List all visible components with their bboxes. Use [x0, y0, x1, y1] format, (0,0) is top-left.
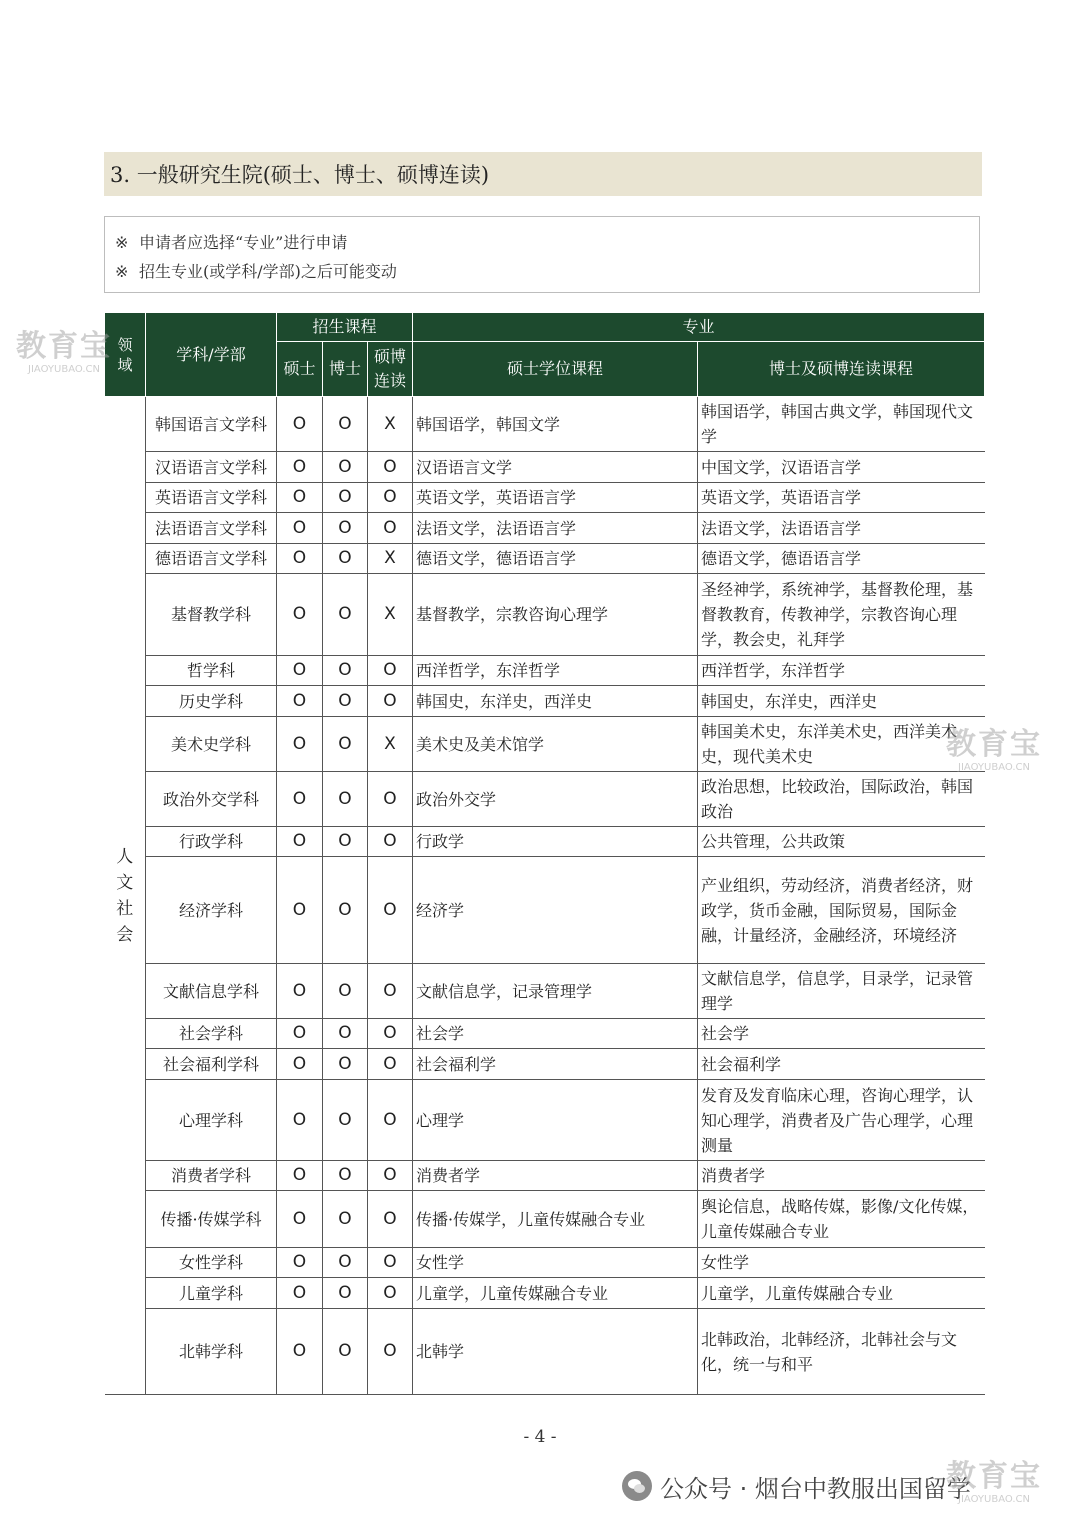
- header-majors: 专业: [413, 313, 985, 342]
- master-mark: O: [277, 827, 323, 857]
- doctor-major-cell: 舆论信息，战略传媒，影像/文化传媒，儿童传媒融合专业: [698, 1191, 985, 1248]
- combined-mark: O: [368, 827, 413, 857]
- subject-cell: 社会福利学科: [146, 1049, 277, 1080]
- subject-cell: 经济学科: [146, 857, 277, 964]
- master-mark: O: [277, 686, 323, 717]
- doctor-major-cell: 韩国史，东洋史，西洋史: [698, 686, 985, 717]
- doctor-mark: O: [323, 827, 368, 857]
- domain-cell: 人 文 社 会: [105, 397, 146, 1395]
- master-major-cell: 法语文学，法语语言学: [413, 513, 698, 544]
- doctor-mark: O: [323, 686, 368, 717]
- combined-mark: X: [368, 574, 413, 656]
- note-text: 招生专业(或学科/学部)之后可能变动: [139, 262, 397, 281]
- combined-mark: O: [368, 772, 413, 827]
- subject-cell: 儿童学科: [146, 1278, 277, 1309]
- doctor-major-cell: 法语文学，法语语言学: [698, 513, 985, 544]
- subject-cell: 文献信息学科: [146, 964, 277, 1019]
- header-doctor: 博士: [323, 342, 368, 397]
- header-doctor-major: 博士及硕博连读课程: [698, 342, 985, 397]
- combined-mark: O: [368, 513, 413, 544]
- header-master: 硕士: [277, 342, 323, 397]
- combined-mark: O: [368, 686, 413, 717]
- master-mark: O: [277, 656, 323, 686]
- combined-mark: O: [368, 452, 413, 483]
- master-major-cell: 社会福利学: [413, 1049, 698, 1080]
- watermark-url: JIAOYUBAO.CN: [958, 762, 1030, 773]
- table-row: [105, 964, 985, 1019]
- doctor-mark: O: [323, 574, 368, 656]
- subject-cell: 政治外交学科: [146, 772, 277, 827]
- subject-cell: 美术史学科: [146, 717, 277, 772]
- master-mark: O: [277, 1278, 323, 1309]
- doctor-major-cell: 西洋哲学，东洋哲学: [698, 656, 985, 686]
- master-major-cell: 儿童学，儿童传媒融合专业: [413, 1278, 698, 1309]
- master-mark: O: [277, 1049, 323, 1080]
- table-row: [105, 397, 985, 452]
- combined-mark: O: [368, 1278, 413, 1309]
- subject-cell: 女性学科: [146, 1248, 277, 1278]
- header-subject: 学科/学部: [146, 313, 277, 397]
- doctor-mark: O: [323, 452, 368, 483]
- master-mark: O: [277, 1309, 323, 1395]
- table-row: [105, 857, 985, 964]
- master-mark: O: [277, 857, 323, 964]
- table-row: [105, 772, 985, 827]
- note-text: 申请者应选择“专业”进行申请: [139, 233, 348, 252]
- combined-mark: O: [368, 656, 413, 686]
- doctor-mark: O: [323, 397, 368, 452]
- doctor-major-cell: 产业组织，劳动经济，消费者经济，财政学，货币金融，国际贸易，国际金融，计量经济，金融经济，环境经济: [698, 857, 985, 964]
- master-major-cell: 消费者学: [413, 1161, 698, 1191]
- doctor-mark: O: [323, 1019, 368, 1049]
- table-row: [105, 1049, 985, 1080]
- subject-cell: 北韩学科: [146, 1309, 277, 1395]
- doctor-mark: O: [323, 857, 368, 964]
- table-row: [105, 827, 985, 857]
- master-major-cell: 文献信息学，记录管理学: [413, 964, 698, 1019]
- table-row: [105, 717, 985, 772]
- subject-cell: 韩国语言文学科: [146, 397, 277, 452]
- doctor-major-cell: 韩国语学，韩国古典文学，韩国现代文学: [698, 397, 985, 452]
- wechat-icon: [622, 1471, 652, 1501]
- doctor-mark: O: [323, 1309, 368, 1395]
- watermark-logo: 教育宝: [16, 329, 112, 364]
- table-row: [105, 483, 985, 513]
- note-line: [115, 257, 979, 286]
- header-domain: 领域: [105, 313, 146, 397]
- table-row: [105, 574, 985, 656]
- subject-cell: 法语语言文学科: [146, 513, 277, 544]
- master-major-cell: 行政学: [413, 827, 698, 857]
- subject-cell: 行政学科: [146, 827, 277, 857]
- doctor-mark: O: [323, 1080, 368, 1161]
- combined-mark: X: [368, 397, 413, 452]
- watermark-logo: 教育宝: [946, 727, 1042, 762]
- watermark-logo: 教育宝: [946, 1459, 1042, 1494]
- table-row: [105, 656, 985, 686]
- master-major-cell: 韩国语学，韩国文学: [413, 397, 698, 452]
- note-line: [115, 228, 979, 257]
- majors-table: [104, 312, 985, 1395]
- table-row: [105, 1191, 985, 1248]
- master-mark: O: [277, 1161, 323, 1191]
- subject-cell: 德语语言文学科: [146, 544, 277, 574]
- subject-cell: 英语语言文学科: [146, 483, 277, 513]
- master-major-cell: 西洋哲学，东洋哲学: [413, 656, 698, 686]
- table-row: [105, 1019, 985, 1049]
- subject-cell: 历史学科: [146, 686, 277, 717]
- master-mark: O: [277, 1248, 323, 1278]
- master-mark: O: [277, 1019, 323, 1049]
- table-row: [105, 1161, 985, 1191]
- watermark-url: JIAOYUBAO.CN: [28, 364, 100, 375]
- master-mark: O: [277, 964, 323, 1019]
- master-major-cell: 汉语语言文学: [413, 452, 698, 483]
- master-mark: O: [277, 574, 323, 656]
- combined-mark: O: [368, 1309, 413, 1395]
- subject-cell: 消费者学科: [146, 1161, 277, 1191]
- doctor-mark: O: [323, 717, 368, 772]
- doctor-major-cell: 圣经神学，系统神学，基督教伦理，基督教教育，传教神学，宗教咨询心理学，教会史，礼拜学: [698, 574, 985, 656]
- combined-mark: O: [368, 1161, 413, 1191]
- combined-mark: O: [368, 483, 413, 513]
- doctor-mark: O: [323, 772, 368, 827]
- table-row: [105, 513, 985, 544]
- combined-mark: O: [368, 1019, 413, 1049]
- doctor-major-cell: 社会学: [698, 1019, 985, 1049]
- note-mark: ※: [115, 233, 129, 252]
- page-number: - 4 -: [523, 1427, 557, 1447]
- combined-mark: O: [368, 1049, 413, 1080]
- master-mark: O: [277, 772, 323, 827]
- doctor-mark: O: [323, 1161, 368, 1191]
- master-mark: O: [277, 1191, 323, 1248]
- table-row: [105, 544, 985, 574]
- master-major-cell: 英语文学，英语语言学: [413, 483, 698, 513]
- header-courses: 招生课程: [277, 313, 413, 342]
- subject-cell: 传播·传媒学科: [146, 1191, 277, 1248]
- combined-mark: X: [368, 717, 413, 772]
- doctor-mark: O: [323, 1248, 368, 1278]
- master-mark: O: [277, 1080, 323, 1161]
- master-major-cell: 女性学: [413, 1248, 698, 1278]
- doctor-mark: O: [323, 1278, 368, 1309]
- combined-mark: O: [368, 964, 413, 1019]
- combined-mark: X: [368, 544, 413, 574]
- master-major-cell: 政治外交学: [413, 772, 698, 827]
- doctor-major-cell: 中国文学，汉语语言学: [698, 452, 985, 483]
- master-major-cell: 基督教学，宗教咨询心理学: [413, 574, 698, 656]
- master-mark: O: [277, 513, 323, 544]
- master-major-cell: 德语文学，德语语言学: [413, 544, 698, 574]
- doctor-major-cell: 消费者学: [698, 1161, 985, 1191]
- doctor-mark: O: [323, 1191, 368, 1248]
- subject-cell: 基督教学科: [146, 574, 277, 656]
- subject-cell: 社会学科: [146, 1019, 277, 1049]
- master-mark: O: [277, 483, 323, 513]
- master-major-cell: 韩国史，东洋史，西洋史: [413, 686, 698, 717]
- watermark: [16, 330, 112, 376]
- section-title: 3. 一般研究生院(硕士、博士、硕博连读): [104, 152, 982, 196]
- doctor-major-cell: 北韩政治，北韩经济，北韩社会与文化，统一与和平: [698, 1309, 985, 1395]
- header-master-major: 硕士学位课程: [413, 342, 698, 397]
- doctor-major-cell: 政治思想，比较政治，国际政治，韩国政治: [698, 772, 985, 827]
- doctor-major-cell: 儿童学，儿童传媒融合专业: [698, 1278, 985, 1309]
- master-mark: O: [277, 452, 323, 483]
- doctor-major-cell: 社会福利学: [698, 1049, 985, 1080]
- subject-cell: 汉语语言文学科: [146, 452, 277, 483]
- table-row: [105, 686, 985, 717]
- doctor-major-cell: 公共管理，公共政策: [698, 827, 985, 857]
- table-row: [105, 1080, 985, 1161]
- combined-mark: O: [368, 1248, 413, 1278]
- table-row: [105, 452, 985, 483]
- master-mark: O: [277, 717, 323, 772]
- master-major-cell: 北韩学: [413, 1309, 698, 1395]
- table-row: [105, 1248, 985, 1278]
- combined-mark: O: [368, 857, 413, 964]
- footer: [622, 1468, 971, 1504]
- doctor-mark: O: [323, 1049, 368, 1080]
- doctor-major-cell: 德语文学，德语语言学: [698, 544, 985, 574]
- doctor-major-cell: 英语文学，英语语言学: [698, 483, 985, 513]
- footer-text: 公众号 · 烟台中教服出国留学: [660, 1474, 971, 1503]
- doctor-major-cell: 发育及发育临床心理，咨询心理学，认知心理学，消费者及广告心理学，心理测量: [698, 1080, 985, 1161]
- subject-cell: 心理学科: [146, 1080, 277, 1161]
- master-major-cell: 美术史及美术馆学: [413, 717, 698, 772]
- master-mark: O: [277, 397, 323, 452]
- doctor-mark: O: [323, 964, 368, 1019]
- master-major-cell: 社会学: [413, 1019, 698, 1049]
- doctor-major-cell: 韩国美术史，东洋美术史，西洋美术史，现代美术史: [698, 717, 985, 772]
- header-combined: 硕博连读: [368, 342, 413, 397]
- doctor-mark: O: [323, 544, 368, 574]
- notes-box: [104, 216, 980, 293]
- master-major-cell: 心理学: [413, 1080, 698, 1161]
- doctor-major-cell: 女性学: [698, 1248, 985, 1278]
- master-major-cell: 经济学: [413, 857, 698, 964]
- doctor-major-cell: 文献信息学，信息学，目录学，记录管理学: [698, 964, 985, 1019]
- subject-cell: 哲学科: [146, 656, 277, 686]
- combined-mark: O: [368, 1080, 413, 1161]
- master-major-cell: 传播·传媒学，儿童传媒融合专业: [413, 1191, 698, 1248]
- watermark-url: JIAOYUBAO.CN: [958, 1494, 1030, 1505]
- doctor-mark: O: [323, 483, 368, 513]
- combined-mark: O: [368, 1191, 413, 1248]
- doctor-mark: O: [323, 656, 368, 686]
- table-row: [105, 1309, 985, 1395]
- master-mark: O: [277, 544, 323, 574]
- table-row: [105, 1278, 985, 1309]
- doctor-mark: O: [323, 513, 368, 544]
- note-mark: ※: [115, 262, 129, 281]
